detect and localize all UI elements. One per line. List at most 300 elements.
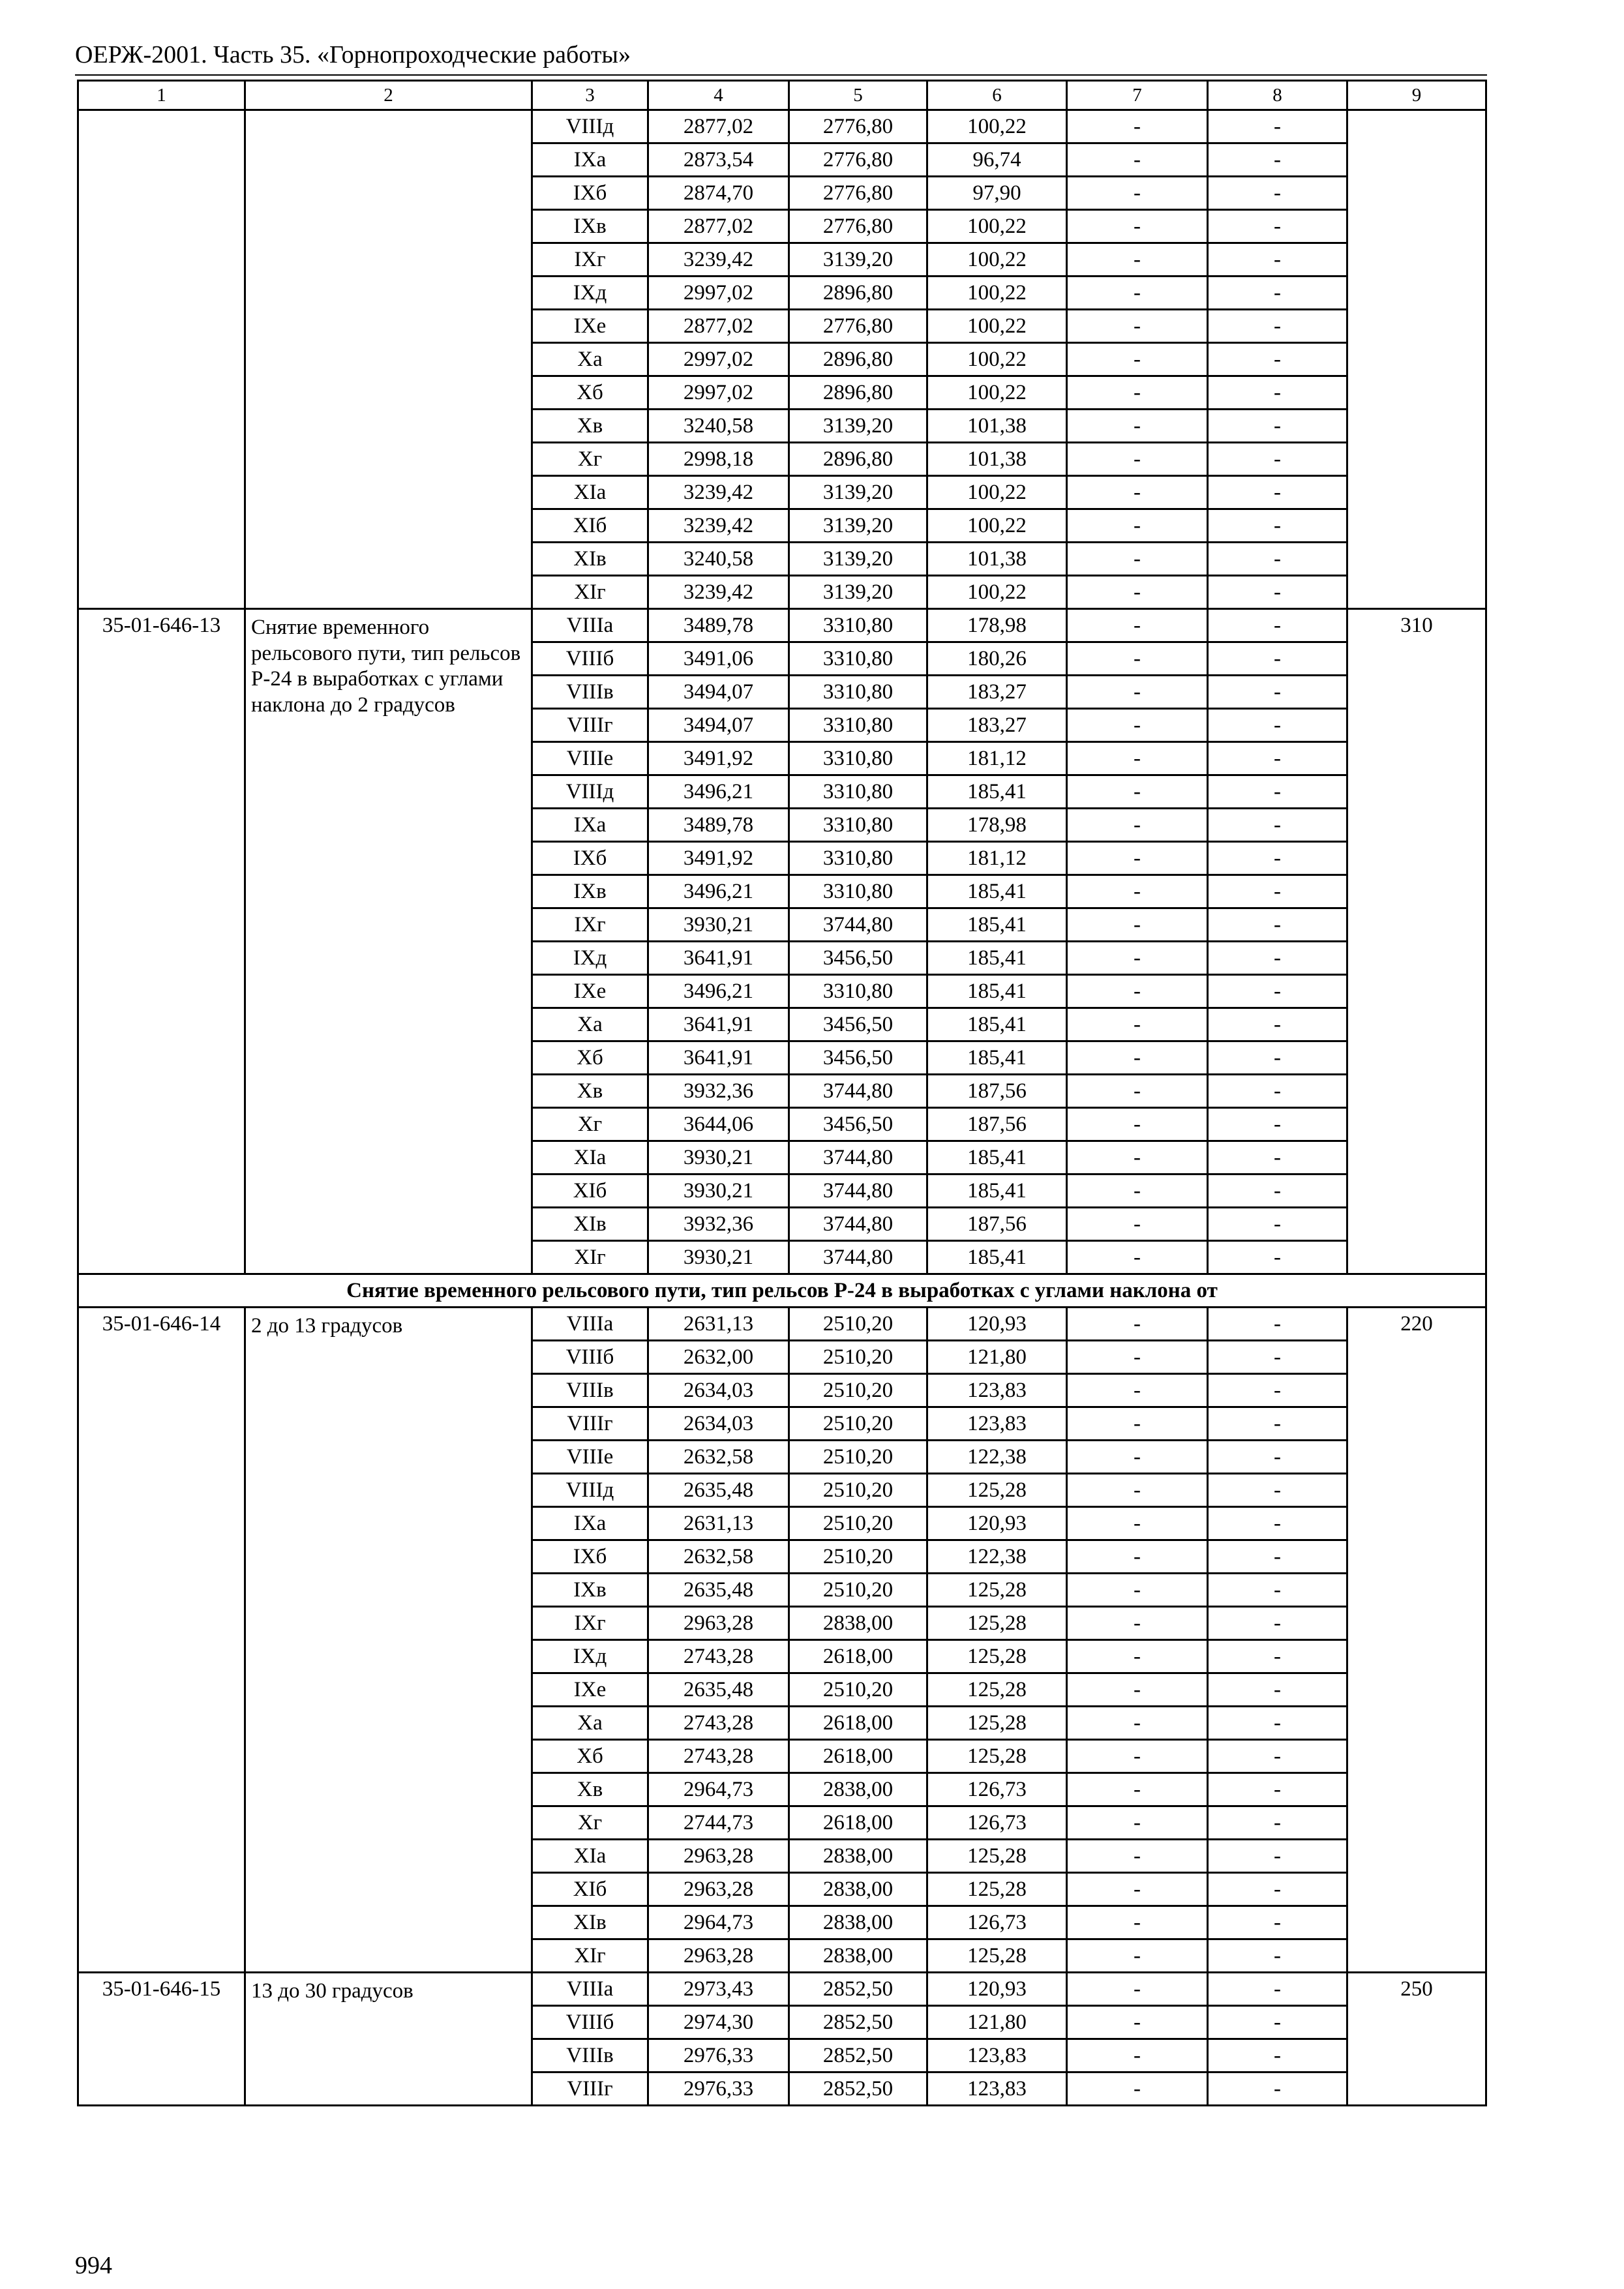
section-heading-row — [78, 1274, 1486, 1308]
col8-value: - — [1208, 277, 1347, 310]
subtype-cell: IXб — [532, 842, 648, 875]
col7-value: - — [1067, 210, 1208, 243]
col6-value: 183,27 — [927, 676, 1067, 709]
rate-code-cell: 35-01-646-14 — [78, 1308, 245, 1973]
col5-value: 3310,80 — [789, 809, 927, 842]
col7-value: - — [1067, 609, 1208, 642]
header-rule — [75, 74, 1487, 76]
col9-value-cell — [1347, 110, 1486, 609]
col8-value: - — [1208, 1341, 1347, 1374]
col8-value: - — [1208, 1507, 1347, 1540]
col7-value: - — [1067, 742, 1208, 775]
col6-value: 100,22 — [927, 576, 1067, 609]
col5-value: 3139,20 — [789, 410, 927, 443]
col8-value: - — [1208, 310, 1347, 343]
col4-value: 3489,78 — [648, 609, 789, 642]
col4-value: 3494,07 — [648, 676, 789, 709]
col4-value: 2634,03 — [648, 1374, 789, 1407]
subtype-cell: XIв — [532, 1906, 648, 1939]
col8-value: - — [1208, 543, 1347, 576]
col4-value: 2743,28 — [648, 1740, 789, 1773]
subtype-cell: IXг — [532, 243, 648, 277]
col6-value: 125,28 — [927, 1607, 1067, 1640]
col4-value: 3930,21 — [648, 908, 789, 942]
col7-value: - — [1067, 2039, 1208, 2072]
col7-value: - — [1067, 975, 1208, 1008]
col5-value: 2510,20 — [789, 1507, 927, 1540]
col6-value: 183,27 — [927, 709, 1067, 742]
col8-value: - — [1208, 576, 1347, 609]
subtype-cell: Xв — [532, 410, 648, 443]
column-number-2: 2 — [245, 81, 532, 110]
col8-value: - — [1208, 476, 1347, 509]
col5-value: 2852,50 — [789, 2039, 927, 2072]
column-number-4: 4 — [648, 81, 789, 110]
col6-value: 126,73 — [927, 1806, 1067, 1840]
col4-value: 3641,91 — [648, 1041, 789, 1075]
col7-value: - — [1067, 543, 1208, 576]
col4-value: 3491,92 — [648, 842, 789, 875]
subtype-cell: Xг — [532, 443, 648, 476]
col4-value: 2963,28 — [648, 1939, 789, 1973]
subtype-cell: IXа — [532, 809, 648, 842]
col8-value: - — [1208, 676, 1347, 709]
col6-value: 125,28 — [927, 1474, 1067, 1507]
col7-value: - — [1067, 410, 1208, 443]
col6-value: 97,90 — [927, 177, 1067, 210]
subtype-cell: VIIIд — [532, 775, 648, 809]
col6-value: 123,83 — [927, 1407, 1067, 1441]
col7-value: - — [1067, 1840, 1208, 1873]
col7-value: - — [1067, 509, 1208, 543]
subtype-cell: Xг — [532, 1806, 648, 1840]
col6-value: 125,28 — [927, 1740, 1067, 1773]
col6-value: 122,38 — [927, 1441, 1067, 1474]
col7-value: - — [1067, 709, 1208, 742]
col7-value: - — [1067, 1308, 1208, 1341]
col4-value: 2877,02 — [648, 110, 789, 143]
col4-value: 2635,48 — [648, 1474, 789, 1507]
col7-value: - — [1067, 676, 1208, 709]
col8-value: - — [1208, 1840, 1347, 1873]
subtype-cell: VIIIг — [532, 2072, 648, 2106]
subtype-cell: VIIIв — [532, 1374, 648, 1407]
col7-value: - — [1067, 1208, 1208, 1241]
col7-value: - — [1067, 1640, 1208, 1673]
col7-value: - — [1067, 2006, 1208, 2039]
col8-value: - — [1208, 775, 1347, 809]
col7-value: - — [1067, 277, 1208, 310]
col5-value: 2618,00 — [789, 1707, 927, 1740]
col6-value: 181,12 — [927, 842, 1067, 875]
col6-value: 125,28 — [927, 1840, 1067, 1873]
col7-value: - — [1067, 1241, 1208, 1274]
col7-value: - — [1067, 110, 1208, 143]
col8-value: - — [1208, 1075, 1347, 1108]
col8-value: - — [1208, 609, 1347, 642]
subtype-cell: VIIIа — [532, 1308, 648, 1341]
table-row — [78, 110, 1486, 143]
col4-value: 3239,42 — [648, 509, 789, 543]
subtype-cell: VIIIе — [532, 742, 648, 775]
col7-value: - — [1067, 1806, 1208, 1840]
col4-value: 3641,91 — [648, 1008, 789, 1041]
col4-value: 3932,36 — [648, 1208, 789, 1241]
col5-value: 2776,80 — [789, 310, 927, 343]
col5-value: 2510,20 — [789, 1374, 927, 1407]
col5-value: 2618,00 — [789, 1640, 927, 1673]
col4-value: 3641,91 — [648, 942, 789, 975]
col6-value: 96,74 — [927, 143, 1067, 177]
col6-value: 126,73 — [927, 1906, 1067, 1939]
work-name-cell — [245, 110, 532, 609]
col4-value: 3491,06 — [648, 642, 789, 676]
col6-value: 181,12 — [927, 742, 1067, 775]
subtype-cell: IXв — [532, 210, 648, 243]
col6-value: 125,28 — [927, 1673, 1067, 1707]
col5-value: 2510,20 — [789, 1540, 927, 1574]
subtype-cell: VIIIб — [532, 1341, 648, 1374]
col5-value: 2838,00 — [789, 1939, 927, 1973]
col5-value: 3456,50 — [789, 942, 927, 975]
col7-value: - — [1067, 1607, 1208, 1640]
subtype-cell: IXд — [532, 1640, 648, 1673]
col8-value: - — [1208, 1474, 1347, 1507]
rates-table — [77, 80, 1487, 2106]
col4-value: 2997,02 — [648, 343, 789, 376]
col5-value: 2510,20 — [789, 1673, 927, 1707]
col6-value: 185,41 — [927, 1241, 1067, 1274]
col8-value: - — [1208, 1607, 1347, 1640]
col6-value: 187,56 — [927, 1108, 1067, 1141]
col5-value: 2510,20 — [789, 1341, 927, 1374]
work-name-cell: 13 до 30 градусов — [245, 1973, 532, 2106]
subtype-cell: XIв — [532, 1208, 648, 1241]
col4-value: 2632,00 — [648, 1341, 789, 1374]
col5-value: 3310,80 — [789, 975, 927, 1008]
col4-value: 3930,21 — [648, 1174, 789, 1208]
subtype-cell: VIIIв — [532, 2039, 648, 2072]
col6-value: 185,41 — [927, 1141, 1067, 1174]
subtype-cell: IXе — [532, 975, 648, 1008]
col5-value: 3744,80 — [789, 1208, 927, 1241]
col7-value: - — [1067, 1773, 1208, 1806]
col5-value: 3310,80 — [789, 609, 927, 642]
col7-value: - — [1067, 1474, 1208, 1507]
col7-value: - — [1067, 1141, 1208, 1174]
col6-value: 125,28 — [927, 1707, 1067, 1740]
page-header: ОЕРЖ-2001. Часть 35. «Горнопроходческие работы» — [75, 41, 631, 68]
col7-value: - — [1067, 1075, 1208, 1108]
col8-value: - — [1208, 2039, 1347, 2072]
column-number-9: 9 — [1347, 81, 1486, 110]
col4-value: 2635,48 — [648, 1574, 789, 1607]
subtype-cell: XIб — [532, 1174, 648, 1208]
col6-value: 180,26 — [927, 642, 1067, 676]
subtype-cell: XIг — [532, 1939, 648, 1973]
col6-value: 123,83 — [927, 2072, 1067, 2106]
col7-value: - — [1067, 1108, 1208, 1141]
col5-value: 3310,80 — [789, 642, 927, 676]
col4-value: 2997,02 — [648, 277, 789, 310]
col7-value: - — [1067, 1673, 1208, 1707]
col7-value: - — [1067, 908, 1208, 942]
col4-value: 2744,73 — [648, 1806, 789, 1840]
col6-value: 125,28 — [927, 1640, 1067, 1673]
col6-value: 100,22 — [927, 210, 1067, 243]
col8-value: - — [1208, 2072, 1347, 2106]
col8-value: - — [1208, 1973, 1347, 2006]
col5-value: 3310,80 — [789, 875, 927, 908]
col5-value: 3310,80 — [789, 709, 927, 742]
subtype-cell: VIIIд — [532, 110, 648, 143]
col4-value: 3239,42 — [648, 476, 789, 509]
col8-value: - — [1208, 243, 1347, 277]
col5-value: 3744,80 — [789, 1141, 927, 1174]
column-number-8: 8 — [1208, 81, 1347, 110]
col5-value: 2838,00 — [789, 1773, 927, 1806]
table-body — [78, 81, 1486, 2106]
col5-value: 2838,00 — [789, 1607, 927, 1640]
table-row — [78, 1308, 1486, 1341]
col5-value: 3456,50 — [789, 1041, 927, 1075]
col6-value: 123,83 — [927, 2039, 1067, 2072]
col7-value: - — [1067, 1174, 1208, 1208]
col7-value: - — [1067, 443, 1208, 476]
col7-value: - — [1067, 343, 1208, 376]
col8-value: - — [1208, 1939, 1347, 1973]
col4-value: 2873,54 — [648, 143, 789, 177]
col7-value: - — [1067, 376, 1208, 410]
col5-value: 2896,80 — [789, 376, 927, 410]
col7-value: - — [1067, 1707, 1208, 1740]
col8-value: - — [1208, 343, 1347, 376]
col4-value: 2743,28 — [648, 1640, 789, 1673]
col7-value: - — [1067, 2072, 1208, 2106]
col6-value: 185,41 — [927, 1008, 1067, 1041]
subtype-cell: VIIIг — [532, 709, 648, 742]
col5-value: 3310,80 — [789, 842, 927, 875]
col6-value: 120,93 — [927, 1507, 1067, 1540]
col5-value: 3456,50 — [789, 1008, 927, 1041]
col8-value: - — [1208, 809, 1347, 842]
column-number-7: 7 — [1067, 81, 1208, 110]
col5-value: 2510,20 — [789, 1308, 927, 1341]
subtype-cell: IXг — [532, 1607, 648, 1640]
col4-value: 3240,58 — [648, 543, 789, 576]
col6-value: 185,41 — [927, 775, 1067, 809]
col8-value: - — [1208, 1241, 1347, 1274]
col7-value: - — [1067, 842, 1208, 875]
col5-value: 3139,20 — [789, 509, 927, 543]
col6-value: 125,28 — [927, 1574, 1067, 1607]
col6-value: 101,38 — [927, 410, 1067, 443]
col6-value: 185,41 — [927, 942, 1067, 975]
col6-value: 121,80 — [927, 2006, 1067, 2039]
col6-value: 187,56 — [927, 1075, 1067, 1108]
subtype-cell: VIIIг — [532, 1407, 648, 1441]
col6-value: 178,98 — [927, 809, 1067, 842]
col6-value: 101,38 — [927, 443, 1067, 476]
subtype-cell: XIа — [532, 1141, 648, 1174]
column-number-1: 1 — [78, 81, 245, 110]
col5-value: 2896,80 — [789, 443, 927, 476]
col7-value: - — [1067, 1374, 1208, 1407]
col4-value: 2877,02 — [648, 210, 789, 243]
col4-value: 2631,13 — [648, 1308, 789, 1341]
col7-value: - — [1067, 1574, 1208, 1607]
col5-value: 3310,80 — [789, 676, 927, 709]
col8-value: - — [1208, 1374, 1347, 1407]
col9-value-cell: 250 — [1347, 1973, 1486, 2106]
col6-value: 100,22 — [927, 376, 1067, 410]
col5-value: 3310,80 — [789, 775, 927, 809]
col6-value: 100,22 — [927, 509, 1067, 543]
col7-value: - — [1067, 875, 1208, 908]
col6-value: 120,93 — [927, 1308, 1067, 1341]
col9-value-cell: 220 — [1347, 1308, 1486, 1973]
col6-value: 185,41 — [927, 1174, 1067, 1208]
col8-value: - — [1208, 642, 1347, 676]
subtype-cell: IXб — [532, 177, 648, 210]
subtype-cell: VIIIв — [532, 676, 648, 709]
subtype-cell: VIIIб — [532, 642, 648, 676]
col4-value: 2632,58 — [648, 1441, 789, 1474]
col5-value: 2838,00 — [789, 1906, 927, 1939]
subtype-cell: XIб — [532, 1873, 648, 1906]
col8-value: - — [1208, 908, 1347, 942]
col8-value: - — [1208, 1574, 1347, 1607]
col7-value: - — [1067, 1906, 1208, 1939]
col7-value: - — [1067, 1507, 1208, 1540]
col5-value: 3139,20 — [789, 243, 927, 277]
col5-value: 2510,20 — [789, 1407, 927, 1441]
col4-value: 2877,02 — [648, 310, 789, 343]
subtype-cell: IXе — [532, 1673, 648, 1707]
col6-value: 101,38 — [927, 543, 1067, 576]
col5-value: 2510,20 — [789, 1441, 927, 1474]
col4-value: 2743,28 — [648, 1707, 789, 1740]
col4-value: 3491,92 — [648, 742, 789, 775]
col8-value: - — [1208, 210, 1347, 243]
col4-value: 2874,70 — [648, 177, 789, 210]
col8-value: - — [1208, 1441, 1347, 1474]
col7-value: - — [1067, 809, 1208, 842]
col4-value: 3494,07 — [648, 709, 789, 742]
col8-value: - — [1208, 1740, 1347, 1773]
col8-value: - — [1208, 875, 1347, 908]
col5-value: 2896,80 — [789, 343, 927, 376]
col4-value: 3239,42 — [648, 576, 789, 609]
col5-value: 2852,50 — [789, 2072, 927, 2106]
subtype-cell: Xа — [532, 1008, 648, 1041]
col5-value: 2838,00 — [789, 1840, 927, 1873]
subtype-cell: VIIIе — [532, 1441, 648, 1474]
col8-value: - — [1208, 1174, 1347, 1208]
col6-value: 100,22 — [927, 343, 1067, 376]
column-numbers-row — [78, 81, 1486, 110]
col6-value: 125,28 — [927, 1939, 1067, 1973]
col6-value: 185,41 — [927, 975, 1067, 1008]
col4-value: 2976,33 — [648, 2072, 789, 2106]
col6-value: 100,22 — [927, 310, 1067, 343]
subtype-cell: IXв — [532, 875, 648, 908]
col6-value: 185,41 — [927, 1041, 1067, 1075]
col7-value: - — [1067, 1873, 1208, 1906]
col4-value: 2974,30 — [648, 2006, 789, 2039]
col4-value: 3240,58 — [648, 410, 789, 443]
table-row — [78, 609, 1486, 642]
subtype-cell: IXе — [532, 310, 648, 343]
col7-value: - — [1067, 1008, 1208, 1041]
col8-value: - — [1208, 1308, 1347, 1341]
col5-value: 2510,20 — [789, 1574, 927, 1607]
subtype-cell: IXа — [532, 1507, 648, 1540]
col4-value: 3239,42 — [648, 243, 789, 277]
subtype-cell: XIа — [532, 476, 648, 509]
col5-value: 2776,80 — [789, 210, 927, 243]
col8-value: - — [1208, 1141, 1347, 1174]
col7-value: - — [1067, 1540, 1208, 1574]
col4-value: 2635,48 — [648, 1673, 789, 1707]
col8-value: - — [1208, 1773, 1347, 1806]
col8-value: - — [1208, 1008, 1347, 1041]
col8-value: - — [1208, 1041, 1347, 1075]
col4-value: 3489,78 — [648, 809, 789, 842]
col4-value: 2632,58 — [648, 1540, 789, 1574]
col7-value: - — [1067, 1341, 1208, 1374]
subtype-cell: IXг — [532, 908, 648, 942]
col4-value: 2997,02 — [648, 376, 789, 410]
col6-value: 100,22 — [927, 476, 1067, 509]
col7-value: - — [1067, 576, 1208, 609]
col5-value: 3310,80 — [789, 742, 927, 775]
col7-value: - — [1067, 642, 1208, 676]
col4-value: 3496,21 — [648, 775, 789, 809]
col5-value: 2618,00 — [789, 1740, 927, 1773]
col7-value: - — [1067, 1973, 1208, 2006]
col7-value: - — [1067, 1740, 1208, 1773]
col7-value: - — [1067, 177, 1208, 210]
col8-value: - — [1208, 443, 1347, 476]
col5-value: 2776,80 — [789, 110, 927, 143]
col7-value: - — [1067, 1407, 1208, 1441]
col8-value: - — [1208, 1906, 1347, 1939]
subtype-cell: Xб — [532, 1041, 648, 1075]
col5-value: 2618,00 — [789, 1806, 927, 1840]
col5-value: 2776,80 — [789, 177, 927, 210]
col8-value: - — [1208, 742, 1347, 775]
col6-value: 187,56 — [927, 1208, 1067, 1241]
rate-code-cell: 35-01-646-13 — [78, 609, 245, 1274]
col8-value: - — [1208, 975, 1347, 1008]
col6-value: 178,98 — [927, 609, 1067, 642]
table-row — [78, 1973, 1486, 2006]
col6-value: 122,38 — [927, 1540, 1067, 1574]
col4-value: 2963,28 — [648, 1873, 789, 1906]
work-name-cell: Снятие временного рельсового пути, тип рельсов Р-24 в выработках с углами наклона до 2 градусов — [245, 609, 532, 1274]
column-number-6: 6 — [927, 81, 1067, 110]
col8-value: - — [1208, 177, 1347, 210]
page-number: 994 — [75, 2252, 112, 2279]
col4-value: 3496,21 — [648, 975, 789, 1008]
col8-value: - — [1208, 1407, 1347, 1441]
col8-value: - — [1208, 410, 1347, 443]
subtype-cell: XIг — [532, 1241, 648, 1274]
subtype-cell: IXв — [532, 1574, 648, 1607]
col5-value: 3139,20 — [789, 476, 927, 509]
col8-value: - — [1208, 2006, 1347, 2039]
